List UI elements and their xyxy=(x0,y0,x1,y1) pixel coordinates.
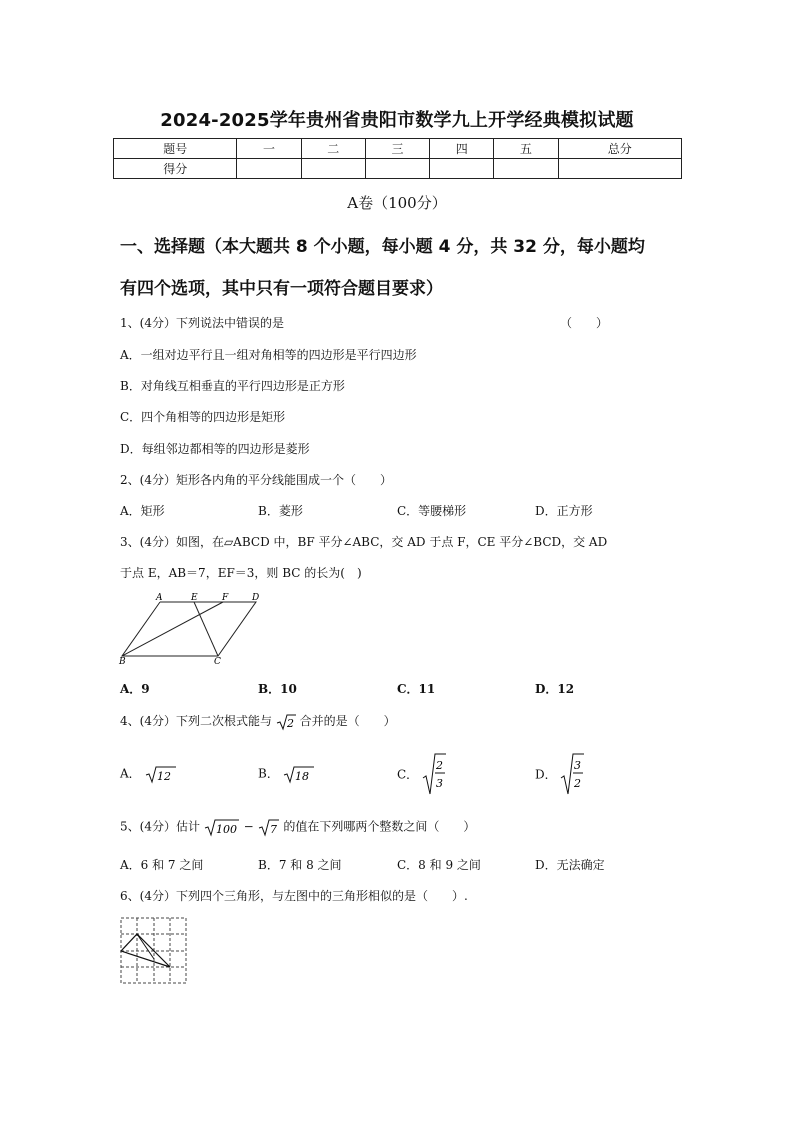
sqrt-sign xyxy=(204,817,240,837)
question-2-option-d: D．正方形 xyxy=(535,504,593,518)
fraction-numerator: 3 xyxy=(574,759,582,772)
question-1-option-b: B．对角线互相垂直的平行四边形是正方形 xyxy=(120,379,345,393)
question-4-stem-post: 合并的是（ ） xyxy=(299,714,396,728)
score-header-cell: 二 xyxy=(301,139,365,159)
score-table-header-row xyxy=(114,139,682,159)
score-header-cell: 总分 xyxy=(558,139,681,159)
minus-sign: − xyxy=(243,819,254,834)
score-cell xyxy=(558,159,681,179)
point-label-d: D xyxy=(252,593,260,603)
point-label-c: C xyxy=(214,657,221,666)
sqrt-radicand: 2 xyxy=(286,716,294,730)
sqrt-sign xyxy=(258,817,280,837)
sqrt-radicand: 7 xyxy=(269,823,277,836)
score-cell xyxy=(494,159,558,179)
triangle-inner-line xyxy=(137,934,154,959)
parallelogram-figure xyxy=(116,590,266,666)
sqrt-radicand: 18 xyxy=(294,770,309,783)
question-4-option-c xyxy=(397,752,446,796)
question-2-option-a: A．矩形 xyxy=(120,504,165,518)
fraction-denominator: 2 xyxy=(574,777,582,790)
question-2-stem: 2、(4分）矩形各内角的平分线能围成一个（ ） xyxy=(120,473,392,487)
point-label-b: B xyxy=(119,657,126,666)
part-heading-line1: 一、选择题（本大题共 8 个小题，每小题 4 分，共 32 分，每小题均 xyxy=(120,237,645,257)
point-label-f: F xyxy=(222,593,229,603)
option-label: C． xyxy=(397,767,419,782)
score-cell xyxy=(365,159,429,179)
score-header-cell: 五 xyxy=(494,139,558,159)
question-3-stem-line1: 3、(4分）如图，在▱ABCD 中，BF 平分∠ABC，交 AD 于点 F，CE 平分∠BCD，交 AD xyxy=(120,535,608,549)
score-cell xyxy=(430,159,494,179)
question-5-stem-post: 的值在下列哪两个整数之间（ ） xyxy=(283,819,476,834)
question-5-option-b: B．7 和 8 之间 xyxy=(258,858,342,872)
question-4-option-b xyxy=(258,764,315,784)
question-1-option-a: A．一组对边平行且一组对角相等的四边形是平行四边形 xyxy=(120,348,417,362)
grid-triangle-figure xyxy=(118,915,190,987)
question-3-option-b: B．10 xyxy=(258,682,297,696)
question-1-answer-paren: （ ） xyxy=(560,316,609,330)
score-header-cell: 三 xyxy=(365,139,429,159)
score-header-cell: 四 xyxy=(430,139,494,159)
question-1-option-d: D．每组邻边都相等的四边形是菱形 xyxy=(120,442,310,456)
question-1-option-c: C．四个角相等的四边形是矩形 xyxy=(120,410,286,424)
question-4-stem xyxy=(120,712,396,731)
sqrt-radicand: 100 xyxy=(215,823,237,836)
score-row-label: 得分 xyxy=(114,159,237,179)
sqrt-radicand: 12 xyxy=(156,770,171,783)
question-3-option-a: A．9 xyxy=(120,682,150,696)
section-title: A卷（100分） xyxy=(347,194,447,212)
question-5-option-a: A．6 和 7 之间 xyxy=(120,858,204,872)
question-5-option-d: D．无法确定 xyxy=(535,858,605,872)
part-heading-line2: 有四个选项，其中只有一项符合题目要求） xyxy=(120,279,443,299)
score-cell xyxy=(301,159,365,179)
option-label: B． xyxy=(258,766,279,781)
question-2-option-b: B．菱形 xyxy=(258,504,303,518)
question-6-stem: 6、(4分）下列四个三角形，与左图中的三角形相似的是（ ）. xyxy=(120,889,468,903)
option-label: A． xyxy=(120,766,141,781)
sqrt-sign xyxy=(145,764,177,784)
question-4-stem-pre: 4、(4分）下列二次根式能与 xyxy=(120,714,272,728)
fraction-numerator: 2 xyxy=(436,759,444,772)
sqrt-fraction xyxy=(560,752,584,796)
question-1-stem: 1、(4分）下列说法中错误的是 xyxy=(120,316,284,330)
score-table-score-row xyxy=(114,159,682,179)
question-2-option-c: C．等腰梯形 xyxy=(397,504,467,518)
score-header-cell: 题号 xyxy=(114,139,237,159)
exam-title: 2024-2025学年贵州省贵阳市数学九上开学经典模拟试题 xyxy=(160,110,634,131)
question-3-option-c: C．11 xyxy=(397,682,436,696)
question-5-stem-pre: 5、(4分）估计 xyxy=(120,819,200,834)
question-4-option-a xyxy=(120,764,177,784)
score-cell xyxy=(237,159,301,179)
score-header-cell: 一 xyxy=(237,139,301,159)
option-label: D． xyxy=(535,767,557,782)
score-table xyxy=(113,138,682,179)
question-3-option-d: D．12 xyxy=(535,682,575,696)
question-4-option-d xyxy=(535,752,584,796)
segment-bf xyxy=(122,602,223,656)
question-5-option-c: C．8 和 9 之间 xyxy=(397,858,481,872)
segment-ce xyxy=(194,602,218,656)
fraction-denominator: 3 xyxy=(436,777,444,790)
sqrt-sign xyxy=(276,713,296,731)
question-5-stem xyxy=(120,817,475,837)
parallelogram-outline xyxy=(122,602,256,656)
sqrt-sign xyxy=(283,764,315,784)
point-label-e: E xyxy=(191,593,198,603)
sqrt-fraction xyxy=(422,752,446,796)
point-label-a: A xyxy=(156,593,163,603)
question-3-stem-line2: 于点 E，AB＝7，EF＝3，则 BC 的长为( ) xyxy=(120,566,362,580)
